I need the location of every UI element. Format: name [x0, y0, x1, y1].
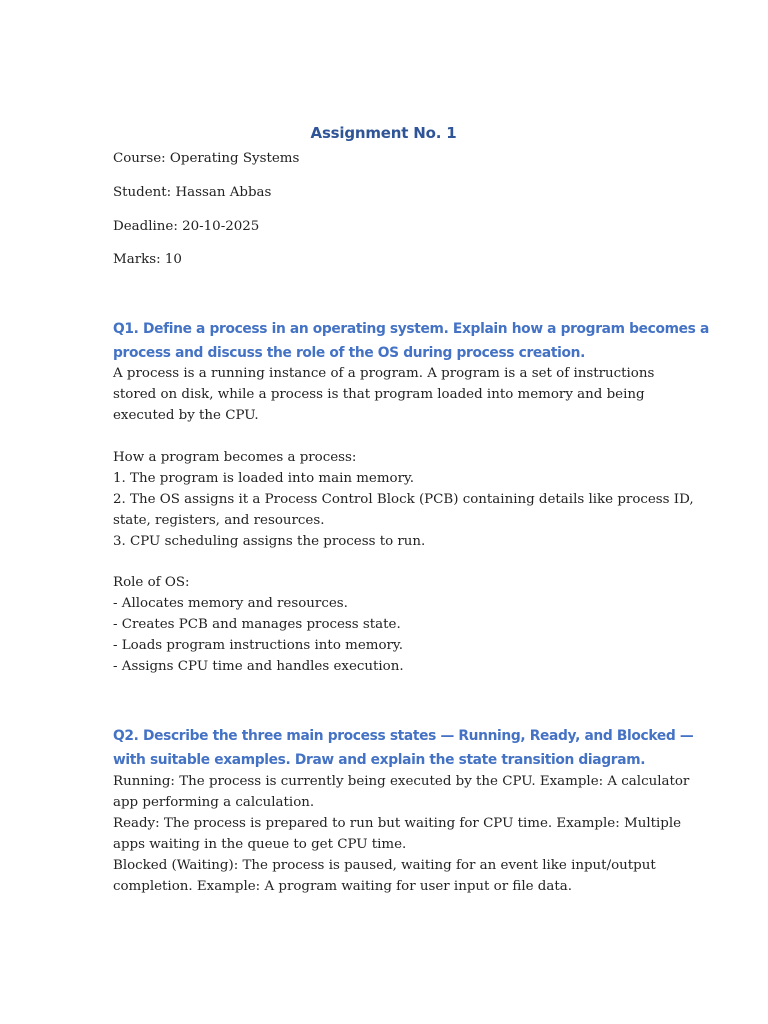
course-line: Course: Operating Systems: [113, 151, 300, 166]
q1-intro-line: A process is a running instance of a program. A program is a set of instructions: [113, 366, 655, 381]
q1-heading-line: Q1. Define a process in an operating system. Explain how a program becomes a: [113, 321, 709, 337]
q2-body-line: Blocked (Waiting): The process is paused, waiting for an event like input/output: [113, 857, 656, 873]
q2-body-line: apps waiting in the queue to get CPU time.: [113, 836, 407, 852]
q2-heading-line: Q2. Describe the three main process states — Running, Ready, and Blocked —: [113, 728, 694, 744]
marks-line: Marks: 10: [113, 252, 182, 267]
q1-role-line: - Assigns CPU time and handles execution.: [113, 658, 404, 674]
page-title: Assignment No. 1: [310, 124, 457, 142]
q2-body-line: Ready: The process is prepared to run but waiting for CPU time. Example: Multiple: [113, 815, 682, 831]
q1-intro-line: executed by the CPU.: [113, 407, 259, 423]
q2-body: [113, 772, 690, 897]
q1-roles: [113, 573, 658, 678]
q1-steps: [113, 448, 694, 553]
q1-role-line: - Loads program instructions into memory.: [113, 637, 403, 653]
q1-step-line: 3. CPU scheduling assigns the process to run.: [113, 533, 426, 549]
q1-step-line: 1. The program is loaded into main memory.: [113, 470, 415, 486]
q1-intro-line: stored on disk, while a process is that program loaded into memory and being: [113, 386, 645, 402]
q1-step-line: state, registers, and resources.: [113, 512, 325, 528]
q1-steps-title: How a program becomes a process:: [113, 450, 357, 465]
q1-role-title: Role of OS:: [113, 575, 190, 590]
q1-role-line: - Creates PCB and manages process state.: [113, 616, 401, 632]
q1-role-line: - Allocates memory and resources.: [113, 595, 348, 611]
q2-heading: [113, 724, 694, 772]
q2-body-line: completion. Example: A program waiting for user input or file data.: [113, 878, 572, 894]
q1-heading: [113, 317, 709, 365]
q1-step-line: 2. The OS assigns it a Process Control Block (PCB) containing details like process ID,: [113, 491, 694, 507]
q2-heading-line: with suitable examples. Draw and explain the state transition diagram.: [113, 752, 646, 768]
q2-body-line: app performing a calculation.: [113, 794, 315, 810]
q1-intro: [113, 364, 658, 427]
q1-heading-line: process and discuss the role of the OS during process creation.: [113, 345, 585, 361]
q2-body-line: Running: The process is currently being executed by the CPU. Example: A calculator: [113, 774, 690, 789]
student-line: Student: Hassan Abbas: [113, 185, 272, 200]
deadline-line: Deadline: 20-10-2025: [113, 219, 260, 234]
